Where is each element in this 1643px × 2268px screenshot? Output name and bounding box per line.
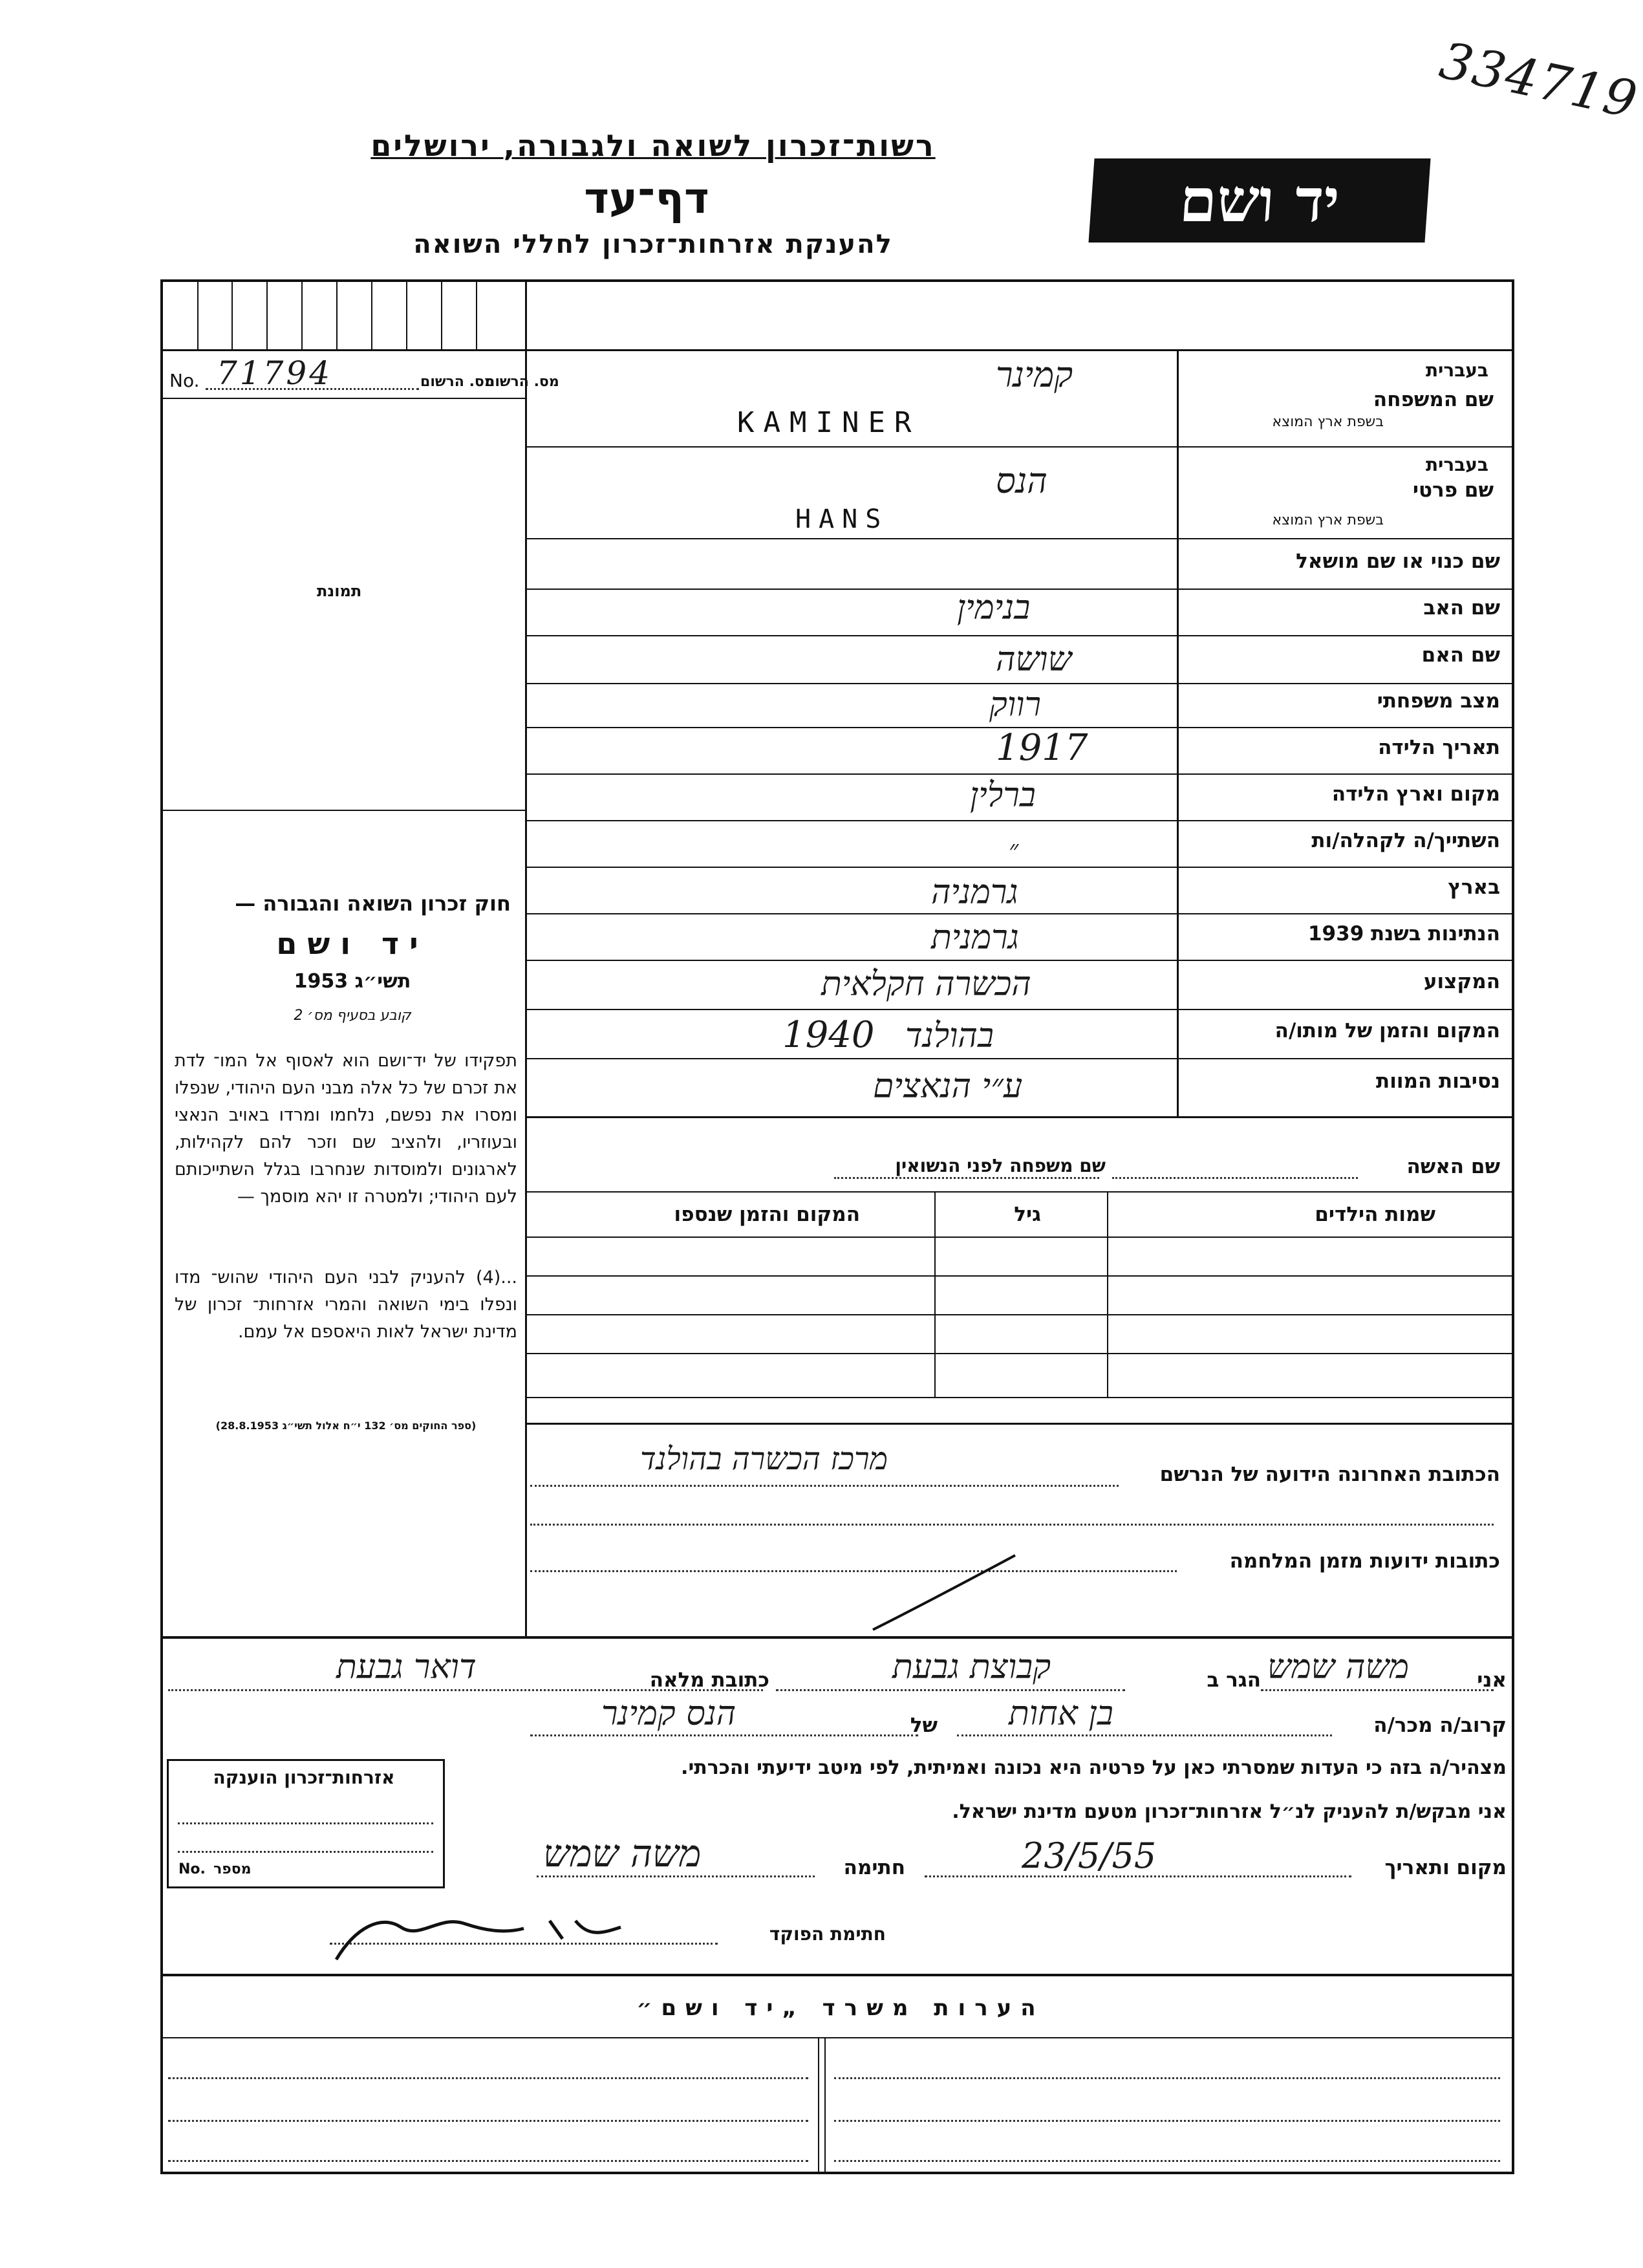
- first-name-hebrew: הנס: [996, 460, 1047, 501]
- first-name-in-hebrew: בעברית: [1425, 454, 1488, 475]
- death-label: המקום והזמן של מותו/ה: [1274, 1019, 1500, 1042]
- handwritten-stroke: [866, 1552, 1022, 1636]
- mother-value: שושה: [996, 640, 1072, 679]
- officer-signature-label: חתימת הפוקד: [769, 1923, 886, 1945]
- first-name-in-native: בשפת ארץ המוצא: [1272, 512, 1384, 528]
- declarant-i-label: אני: [1477, 1669, 1507, 1692]
- registry-label-2: מס. הרשום: [485, 374, 559, 390]
- declarant-name: משה שמש: [1267, 1648, 1410, 1687]
- family-name-in-native: בשפת ארץ המוצא: [1272, 414, 1384, 430]
- children-col-names: שמות הילדים: [1315, 1203, 1435, 1226]
- registry-label-text: מס. הרשום: [420, 374, 495, 390]
- photo-label: תמונת: [317, 582, 362, 600]
- country-label: בארץ: [1448, 876, 1500, 899]
- nickname-label: שם כנוי או שם מושאל: [1296, 550, 1500, 573]
- declarant-relation: בן אחות: [1009, 1694, 1113, 1733]
- family-name-hebrew: קמינר: [996, 354, 1073, 395]
- signature-label: חתימה: [843, 1856, 905, 1879]
- signature-value: משה שמש: [543, 1831, 702, 1875]
- declarant-resides-label: הגר ב: [1207, 1669, 1261, 1692]
- declarant-of-value: הנס קמינר: [601, 1694, 736, 1733]
- marital-value: רווק: [989, 686, 1041, 724]
- law-paragraph: תפקידו של יד־ושם הוא לאסוף אל המו־ לדת את זכרם של כל אלה מבני העם היהודי, שנפלו ומסרו את נפשם, נלחמו ומרדו באויב הנאצי ובעוזריו, ולהציב שם וזכר להם לקהילות, לארגונים ולמוסדות שנחרבו בגלל השתייכותם לעם היהודי; ולמטרה זו יהא מוסמך —: [175, 1051, 517, 1207]
- declaration-text: מצהיר/ה בזה כי העדות שמסרתי כאן על פרטיה היא נכונה ואמיתית, לפי מיטב ידיעתי והכרתי.: [681, 1756, 1507, 1779]
- family-name-label: שם המשפחה: [1373, 388, 1494, 411]
- form-title: דף־עד: [584, 173, 709, 223]
- declarant-address-label: כתובת מלאה: [649, 1669, 769, 1692]
- law-reference: (ספר החוקים מס׳ 132 י״ח אלול תשי״ג 28.8.1953): [215, 1420, 477, 1432]
- authority-line: רשות־זכרון לשואה ולגבורה, ירושלים: [370, 128, 936, 163]
- birthdate-value: 1917: [996, 727, 1088, 769]
- mother-label: שם האם: [1421, 643, 1500, 667]
- citizenship-label: הנתינות בשנת 1939: [1307, 922, 1500, 945]
- notes-title: הערות משרד „יד ושם״: [636, 1995, 1045, 2021]
- grant-box-title: אזרחות־זכרון הוענקה: [213, 1767, 395, 1788]
- country-value: גרמניה: [931, 873, 1018, 912]
- last-address-label: הכתובת האחרונה הידועה של הנרשם: [1159, 1463, 1500, 1486]
- law-clause: קובע בסעיף מס׳ 2: [294, 1008, 411, 1024]
- request-text: אני מבקש/ת להעניק לנ״ל אזרחות־זכרון מטעם מדינת ישראל.: [952, 1800, 1507, 1823]
- profession-label: המקצוע: [1423, 970, 1500, 993]
- registry-no-value: 71794: [217, 354, 333, 392]
- logo-text: יד ושם: [1177, 166, 1342, 235]
- place-date-label: מקום ותאריך: [1384, 1856, 1507, 1879]
- death-place: בהולנד: [905, 1017, 994, 1055]
- father-value: בנימין: [957, 589, 1031, 627]
- war-address-label: כתובות ידועות מזמן המלחמה: [1229, 1550, 1500, 1573]
- law-year: תשי״ג 1953: [294, 970, 411, 993]
- yad-vashem-logo: [1088, 158, 1430, 243]
- family-name-in-hebrew: בעברית: [1425, 360, 1488, 381]
- law-name: יד ושם: [276, 926, 429, 961]
- father-label: שם האב: [1423, 596, 1500, 620]
- first-name-label: שם פרטי: [1412, 479, 1494, 502]
- first-name-native: HANS: [795, 504, 889, 534]
- children-col-age: גיל: [1014, 1203, 1041, 1226]
- law-paragraph-2: ...(4) להעניק לבני העם היהודי שהוש־ מדו ונפלו בימי השואה והמרי אזרחות־ זכרון של מדינת ישראל לאות היאספם אל עמם.: [175, 1268, 517, 1342]
- grant-box-no-label: No.: [178, 1861, 206, 1877]
- children-col-place: המקום והזמן שנספו: [674, 1203, 860, 1226]
- family-name-native: KAMINER: [737, 406, 921, 439]
- citizenship-value: גרמנית: [931, 918, 1019, 957]
- stamp-number: 334719: [1435, 31, 1643, 131]
- registry-label: [420, 374, 495, 390]
- place-date-value: 23/5/55: [1022, 1835, 1157, 1876]
- circumstances-label: נסיבות המוות: [1376, 1070, 1500, 1093]
- death-year: 1940: [782, 1014, 875, 1056]
- profession-value: הכשרה חקלאית: [821, 965, 1031, 1004]
- marital-label: מצב משפחתי: [1377, 689, 1500, 713]
- registry-no-label: No.: [169, 370, 200, 391]
- wife-label: שם האשה: [1406, 1155, 1500, 1178]
- last-address-value: מרכז הכשרה בהולנד: [640, 1441, 888, 1477]
- grant-box-number-label: מספר: [213, 1861, 252, 1877]
- officer-signature-mark: [330, 1888, 640, 1966]
- community-label: השתייך/ה לקהלה/ות: [1311, 829, 1500, 852]
- community-value: ״: [1009, 835, 1019, 865]
- declarant-resides: קבוצת גבעת: [892, 1648, 1051, 1687]
- birthplace-label: מקום וארץ הלידה: [1331, 783, 1500, 806]
- wife-maiden-label: שם משפחה לפני הנשואין: [895, 1155, 1106, 1176]
- birthdate-label: תאריך הלידה: [1378, 736, 1500, 759]
- birthplace-value: ברלין: [970, 776, 1036, 815]
- form-subtitle: להענקת אזרחות־זכרון לחללי השואה: [413, 230, 893, 259]
- law-title: חוק זכרון השואה והגבורה —: [235, 891, 511, 916]
- declarant-of-label: של: [910, 1714, 938, 1737]
- declarant-address: דואר גבעת: [336, 1648, 477, 1687]
- declarant-relative-label: קרוב/ה מכר/ה: [1373, 1714, 1507, 1737]
- circumstances-value: ע״י הנאצים: [873, 1067, 1023, 1106]
